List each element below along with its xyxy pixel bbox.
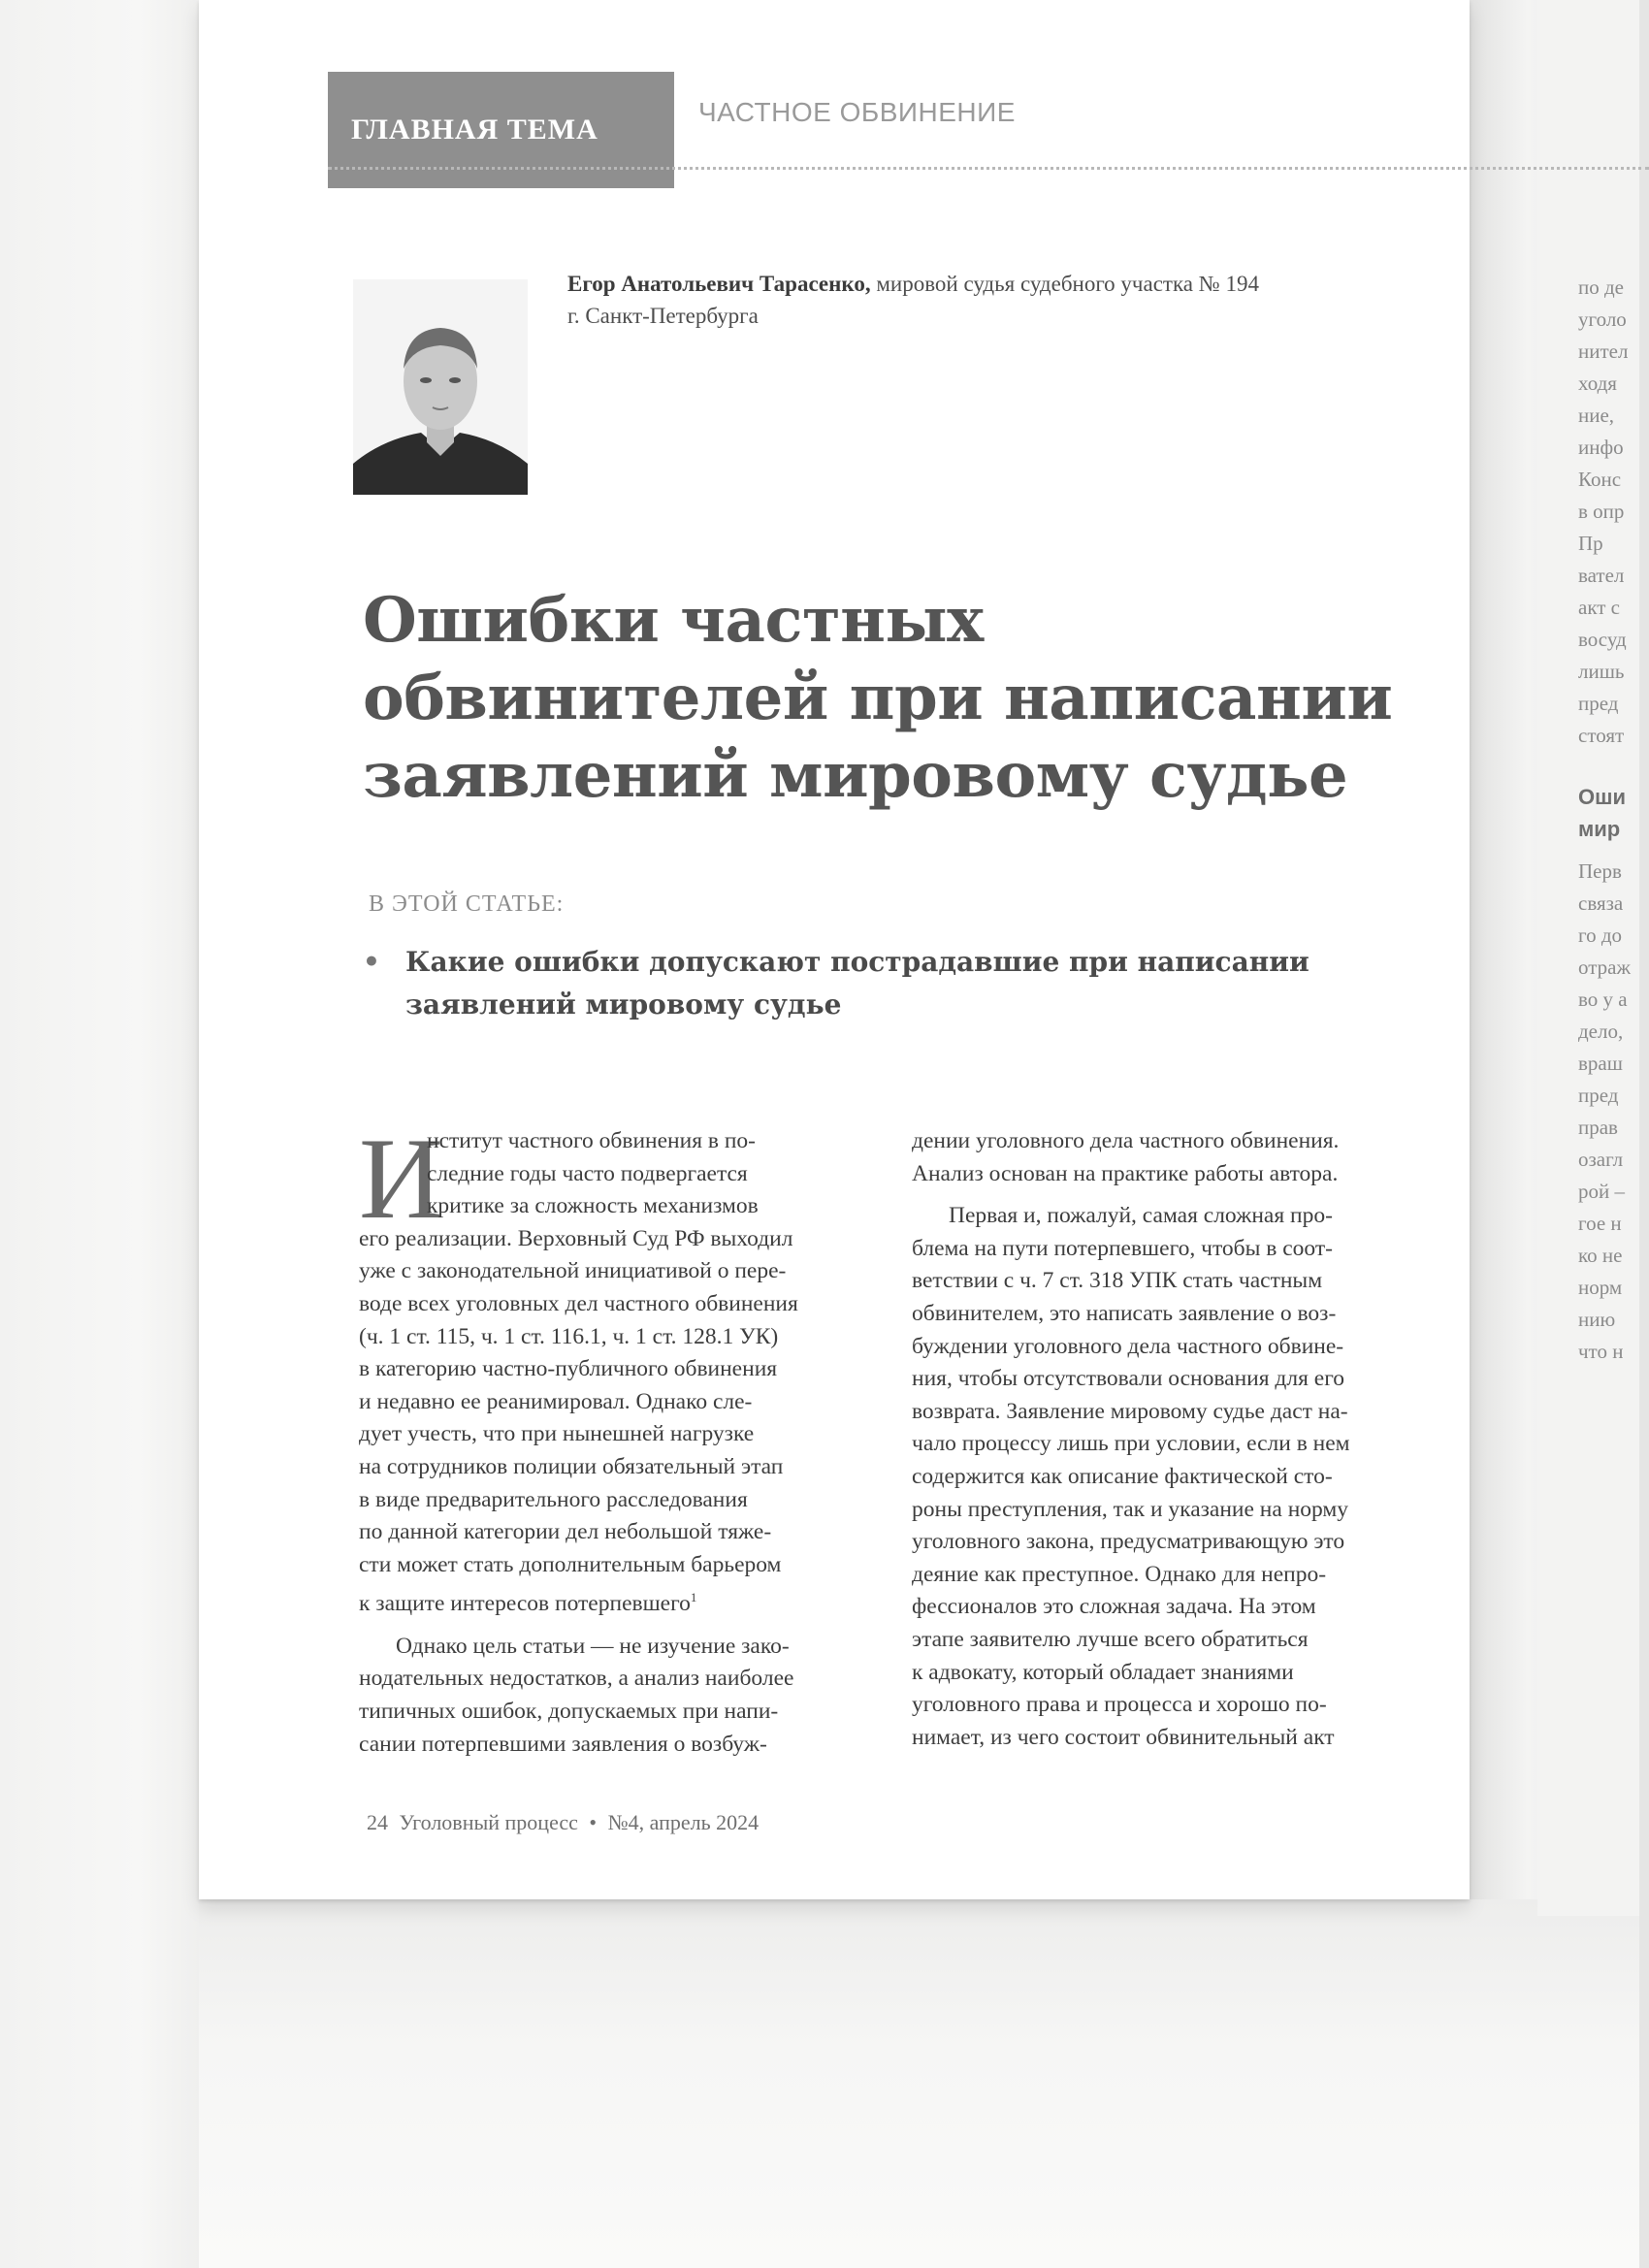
- next-page-line: уголо: [1578, 308, 1627, 331]
- body-line: дении уголовного дела частного обвинения.: [912, 1128, 1340, 1153]
- next-page-line: враш: [1578, 1052, 1623, 1075]
- next-page-line: акт с: [1578, 596, 1620, 619]
- item-line: Какие ошибки допускают пострадавшие при написании: [405, 946, 1310, 978]
- body-line: его реализации. Верховный Суд РФ выходил: [359, 1225, 793, 1251]
- scan-left-margin: [0, 0, 199, 2268]
- in-this-article-label: В ЭТОЙ СТАТЬЕ:: [369, 891, 565, 917]
- next-page-line: вател: [1578, 564, 1625, 587]
- next-page-line: Перв: [1578, 859, 1622, 883]
- author-position: мировой судья судебного участка № 194: [876, 272, 1259, 296]
- next-page-line: инфо: [1578, 436, 1624, 459]
- body-line: уже с законодательной инициативой о пере-: [359, 1258, 787, 1284]
- next-page-line: пред: [1578, 692, 1619, 715]
- footer-bullet: •: [589, 1810, 598, 1834]
- author-portrait-image: [353, 279, 528, 495]
- body-line: к защите интересов потерпевшего$^1$: [359, 1590, 697, 1617]
- body-line: деяние как преступное. Однако для непро-: [912, 1561, 1327, 1587]
- title-line: обвинителей при написании: [363, 662, 1393, 734]
- body-line: Анализ основан на практике работы автора.: [912, 1160, 1339, 1186]
- body-line: и недавно ее реанимировал. Однако сле-: [359, 1388, 753, 1414]
- page-number: 24: [367, 1810, 388, 1834]
- body-column-left: [359, 1114, 883, 1761]
- scan-bottom-margin: [199, 1899, 1649, 2268]
- body-line: ния, чтобы отсутствовали основания для его: [912, 1366, 1345, 1392]
- body-line: критике за сложность механизмов: [427, 1193, 759, 1219]
- body-line: на сотрудников полиции обязательный этап: [359, 1453, 784, 1479]
- body-line: к адвокату, который обладает знаниями: [912, 1659, 1294, 1685]
- body-line: содержится как описание фактической сто-: [912, 1463, 1333, 1489]
- next-page-line: лишь: [1578, 660, 1625, 683]
- header-divider: [328, 167, 1649, 170]
- next-page-line: Конс: [1578, 468, 1622, 491]
- body-line: нимает, из чего состоит обвинительный акт: [912, 1724, 1335, 1750]
- next-page-line: связа: [1578, 891, 1624, 915]
- item-line: заявлений мировому судье: [405, 988, 842, 1021]
- journal-name: Уголовный процесс: [399, 1810, 578, 1834]
- next-page-line: мир: [1578, 817, 1621, 841]
- next-page-line: озагл: [1578, 1148, 1624, 1171]
- next-page-line: в опр: [1578, 500, 1625, 523]
- next-page-line: восуд: [1578, 628, 1627, 651]
- body-line: Первая и, пожалуй, самая сложная про-: [949, 1203, 1333, 1229]
- body-line: Однако цель статьи — не изучение зако-: [396, 1633, 790, 1659]
- body-line: по данной категории дел небольшой тяже-: [359, 1519, 772, 1545]
- body-line: сании потерпевшими заявления о возбуж-: [359, 1731, 767, 1757]
- next-page-line: нител: [1578, 340, 1629, 363]
- next-page-line: норм: [1578, 1276, 1623, 1299]
- next-page-line: по де: [1578, 275, 1624, 299]
- scan-right-edge: [1639, 0, 1649, 2268]
- next-page-line: дело,: [1578, 1020, 1624, 1043]
- next-page-line: нию: [1578, 1308, 1616, 1331]
- body-line: следние годы часто подвергается: [427, 1160, 748, 1186]
- body-line: роны преступления, так и указание на норму: [912, 1496, 1349, 1522]
- bullet-icon: •: [363, 946, 380, 978]
- section-rubric: ГЛАВНАЯ ТЕМА: [328, 72, 674, 188]
- body-line: возврата. Заявление мировому судье даст на-: [912, 1398, 1348, 1424]
- next-page-line: прав: [1578, 1116, 1618, 1139]
- page-footer: [367, 1810, 764, 1835]
- author-credit: [567, 268, 1421, 332]
- next-page-line: Оши: [1578, 785, 1626, 809]
- footnote-ref: 1: [690, 1590, 697, 1605]
- drop-cap: И: [359, 1114, 443, 1243]
- next-page-line: Пр: [1578, 532, 1603, 555]
- next-page-line: пред: [1578, 1084, 1619, 1107]
- next-page-line: ходя: [1578, 372, 1617, 395]
- body-line: блема на пути потерпевшего, чтобы в соот-: [912, 1235, 1333, 1261]
- body-line: нститут частного обвинения в по-: [427, 1128, 757, 1153]
- body-column-right: [912, 1125, 1455, 1754]
- body-line: буждении уголовного дела частного обвине-: [912, 1333, 1344, 1359]
- body-line: (ч. 1 ст. 115, ч. 1 ст. 116.1, ч. 1 ст. 128.1 УК): [359, 1323, 779, 1349]
- body-line: дует учесть, что при нынешней нагрузке: [359, 1421, 755, 1447]
- author-city: г. Санкт-Петербурга: [567, 304, 759, 328]
- next-page-line: ние,: [1578, 404, 1615, 427]
- body-line: воде всех уголовных дел частного обвинения: [359, 1290, 798, 1316]
- issue-info: №4, апрель 2024: [607, 1810, 760, 1834]
- next-page-fragment: [1537, 0, 1649, 1916]
- body-line: фессионалов это сложная задача. На этом: [912, 1594, 1316, 1620]
- body-line: типичных ошибок, допускаемых при напи-: [359, 1698, 779, 1724]
- body-line: сти может стать дополнительным барьером: [359, 1551, 782, 1577]
- body-line: в виде предварительного расследования: [359, 1486, 748, 1512]
- next-page-line: во у а: [1578, 988, 1628, 1011]
- next-page-line: рой –: [1578, 1180, 1625, 1203]
- title-line: заявлений мировому судье: [363, 739, 1348, 812]
- body-line: этапе заявителю лучше всего обратиться: [912, 1626, 1309, 1652]
- body-line: чало процессу лишь при условии, если в нем: [912, 1431, 1350, 1457]
- author-name: Егор Анатольевич Тарасенко,: [567, 272, 871, 296]
- author-photo: [353, 279, 528, 495]
- body-line: уголовного права и процесса и хорошо по-: [912, 1692, 1327, 1718]
- next-page-line: отраж: [1578, 956, 1631, 979]
- body-line: ветствии с ч. 7 ст. 318 УПК стать частным: [912, 1268, 1323, 1294]
- next-page-line: ко не: [1578, 1244, 1623, 1267]
- next-page-line: стоят: [1578, 724, 1625, 747]
- article-title: [363, 582, 1430, 815]
- section-subrubric: ЧАСТНОЕ ОБВИНЕНИЕ: [698, 97, 1016, 127]
- next-page-line: гое н: [1578, 1212, 1622, 1235]
- body-line: обвинителем, это написать заявление о воз-: [912, 1300, 1337, 1326]
- body-line: нодательных недостатков, а анализ наиболее: [359, 1666, 794, 1692]
- title-line: Ошибки частных: [363, 584, 984, 657]
- next-page-line: го до: [1578, 923, 1623, 947]
- body-line: уголовного закона, предусматривающую это: [912, 1529, 1345, 1555]
- body-line: в категорию частно-публичного обвинения: [359, 1356, 778, 1382]
- next-page-line: что н: [1578, 1340, 1624, 1363]
